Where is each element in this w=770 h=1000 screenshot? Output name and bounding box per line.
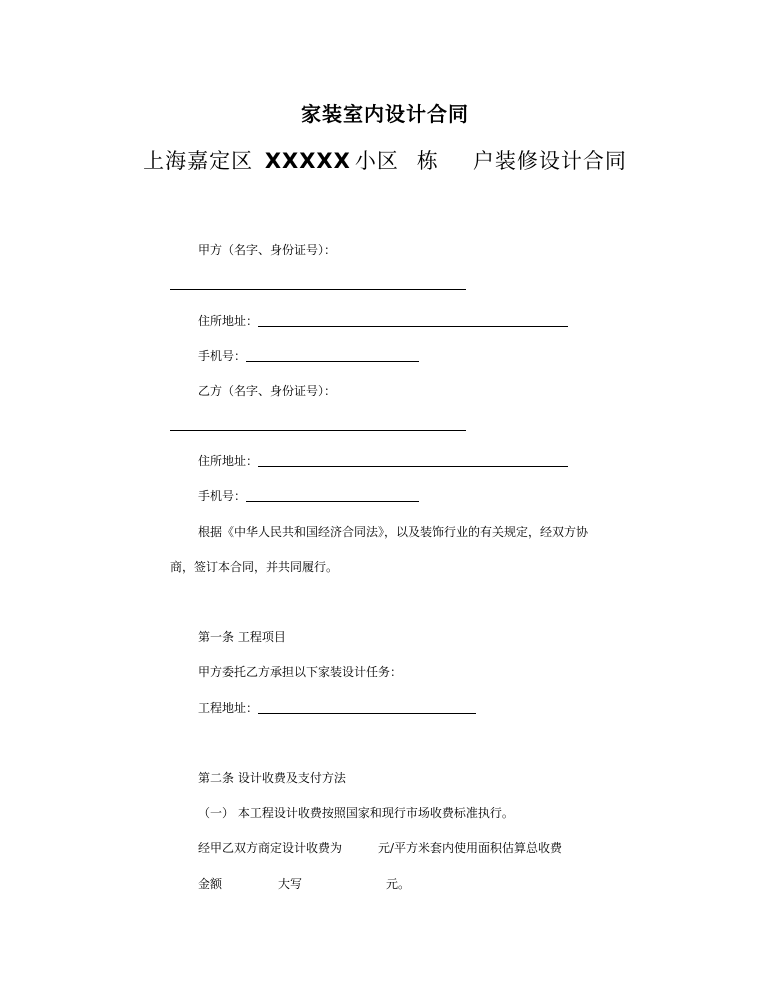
intro-line-1: 根据《中华人民共和国经济合同法》，以及装饰行业的有关规定，经双方协 (198, 525, 589, 539)
article-1-text: 甲方委托乙方承担以下家装设计任务： (198, 665, 403, 679)
party-b-address-label: 住所地址： (198, 454, 259, 468)
article-2-heading: 第二条 设计收费及支付方法 (198, 771, 346, 785)
amount-row (198, 875, 410, 892)
subtitle-building: 栋 (416, 149, 439, 173)
project-address-label: 工程地址： (198, 701, 259, 715)
design-fee-text: 经甲乙双方商定设计收费为 (198, 841, 343, 855)
party-a-phone-label: 手机号： (198, 349, 247, 363)
project-address-row (198, 699, 476, 716)
amount-label: 金额 (198, 877, 223, 891)
design-fee-unit-text: 元/平方米套内使用面积估算总收费 (378, 841, 563, 855)
party-b-address-row (198, 452, 568, 469)
party-a-phone-row (198, 347, 419, 364)
design-fee-row (198, 839, 562, 856)
yuan-label: 元。 (386, 877, 411, 891)
party-a-label: 甲方（名字、身份证号）： (198, 243, 337, 257)
party-a-name-field[interactable] (170, 289, 466, 290)
project-address-field[interactable] (258, 701, 476, 714)
subtitle-community: 小区 (354, 149, 399, 173)
intro-line-2: 商，签订本合同，并共同履行。 (170, 560, 339, 574)
subtitle-unit-contract: 户装修设计合同 (472, 149, 627, 173)
document-title: 家装室内设计合同 (301, 102, 469, 126)
party-a-address-field[interactable] (258, 314, 568, 327)
party-b-phone-row (198, 487, 419, 504)
subtitle-community-placeholder: XXXXX (264, 149, 351, 173)
article-1-heading: 第一条 工程项目 (198, 630, 286, 644)
party-b-name-field[interactable] (170, 430, 466, 431)
party-b-address-field[interactable] (258, 454, 568, 467)
party-b-phone-label: 手机号： (198, 489, 247, 503)
party-a-phone-field[interactable] (246, 349, 419, 362)
document-subtitle (0, 145, 770, 175)
party-a-address-label: 住所地址： (198, 314, 259, 328)
subtitle-district: 上海嘉定区 (143, 149, 254, 173)
article-2-item-1: （一） 本工程设计收费按照国家和现行市场收费标准执行。 (198, 806, 514, 820)
party-b-label: 乙方（名字、身份证号）： (198, 384, 337, 398)
party-a-address-row (198, 312, 568, 329)
capital-label: 大写 (278, 877, 303, 891)
party-b-phone-field[interactable] (246, 489, 419, 502)
